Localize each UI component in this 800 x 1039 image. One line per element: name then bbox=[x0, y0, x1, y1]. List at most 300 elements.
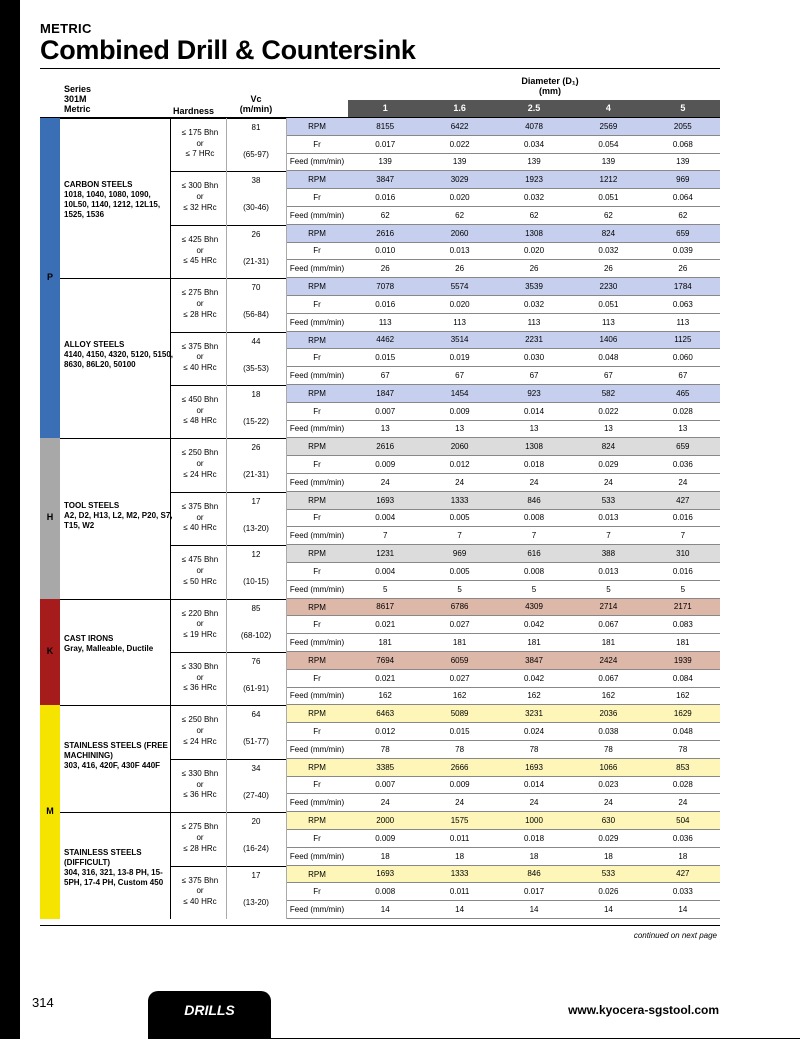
value-cell: 2060 bbox=[450, 228, 469, 238]
value-cell: 2616 bbox=[376, 228, 395, 238]
feed-row bbox=[286, 794, 720, 812]
vc-range: (61-91) bbox=[243, 684, 269, 693]
value-cell: 2569 bbox=[599, 121, 618, 131]
value-cell: 1847 bbox=[376, 388, 395, 398]
value-cell: 0.032 bbox=[524, 299, 545, 309]
value-cell: 0.005 bbox=[449, 566, 470, 576]
row-label: RPM bbox=[286, 492, 348, 509]
value-cell: 0.034 bbox=[524, 139, 545, 149]
value-cell: 0.036 bbox=[672, 833, 693, 843]
row-label: Feed (mm/min) bbox=[289, 264, 345, 274]
vc-range: (30-46) bbox=[243, 203, 269, 213]
rpm-row bbox=[286, 812, 720, 830]
feed-row bbox=[286, 581, 720, 599]
rpm-row bbox=[286, 599, 720, 617]
value-cell: 969 bbox=[452, 549, 467, 559]
vc-value: 18 bbox=[251, 390, 261, 399]
value-cell: 0.008 bbox=[375, 887, 396, 897]
value-cell: 824 bbox=[601, 228, 616, 238]
value-cell: 0.016 bbox=[375, 193, 396, 203]
value-cell: 18 bbox=[455, 851, 465, 861]
value-cell: 139 bbox=[452, 157, 467, 167]
row-label: RPM bbox=[286, 171, 348, 188]
value-cell: 67 bbox=[603, 371, 613, 381]
material-label: STAINLESS STEELS (DIFFICULT) 304, 316, 321, 13-8 PH, 15-5PH, 17-4 PH, Custom 450 bbox=[64, 847, 164, 887]
diameter-bar bbox=[348, 100, 720, 117]
vc-value: 64 bbox=[251, 710, 261, 720]
value-cell: 0.054 bbox=[598, 139, 619, 149]
value-cell: 4462 bbox=[376, 335, 395, 345]
value-cell: 181 bbox=[676, 638, 690, 648]
vc-range: (13-20) bbox=[243, 523, 269, 533]
iso-letter: H bbox=[46, 512, 54, 523]
value-cell: 139 bbox=[378, 157, 392, 167]
value-cell: 659 bbox=[676, 442, 690, 452]
vc-range: (10-15) bbox=[243, 577, 269, 587]
vc-range: (16-24) bbox=[243, 844, 269, 854]
fr-row bbox=[286, 723, 720, 741]
fr-row bbox=[286, 243, 720, 261]
value-cell: 0.051 bbox=[598, 299, 619, 309]
rpm-row bbox=[286, 866, 720, 884]
value-cell: 18 bbox=[678, 851, 688, 861]
vc-range: (68-102) bbox=[240, 630, 272, 640]
value-cell: 969 bbox=[676, 175, 690, 185]
hardness-cell: ≤ 275 Bhn or ≤ 28 HRc bbox=[181, 288, 219, 319]
value-cell: 388 bbox=[601, 549, 616, 559]
value-cell: 0.011 bbox=[449, 833, 470, 843]
value-cell: 0.048 bbox=[598, 353, 619, 363]
value-cell: 24 bbox=[678, 477, 688, 487]
iso-group-bar bbox=[40, 118, 60, 438]
value-cell: 13 bbox=[529, 424, 539, 434]
hardness-cell: ≤ 330 Bhn or ≤ 36 HRc bbox=[181, 768, 219, 800]
row-label: RPM bbox=[286, 599, 348, 616]
value-cell: 0.027 bbox=[449, 620, 470, 630]
vc-range: (27-40) bbox=[243, 790, 269, 800]
value-cell: 24 bbox=[455, 477, 465, 487]
iso-letter: M bbox=[46, 806, 54, 817]
value-cell: 0.027 bbox=[449, 673, 470, 683]
value-cell: 8617 bbox=[376, 602, 395, 612]
rpm-row bbox=[286, 652, 720, 670]
value-cell: 2060 bbox=[450, 442, 469, 452]
value-cell: 3514 bbox=[450, 335, 469, 345]
value-cell: 24 bbox=[529, 798, 539, 808]
value-cell: 1575 bbox=[450, 816, 469, 826]
fr-row bbox=[286, 510, 720, 528]
value-cell: 181 bbox=[378, 638, 392, 648]
fr-row bbox=[286, 296, 720, 314]
value-cell: 504 bbox=[676, 816, 690, 826]
row-label: Fr bbox=[313, 673, 321, 683]
value-cell: 0.020 bbox=[449, 299, 470, 309]
material-label: STAINLESS STEELS (FREE MACHINING) 303, 416, 420F, 430F 440F bbox=[64, 740, 168, 770]
vc-value: 26 bbox=[251, 229, 261, 239]
value-cell: 0.042 bbox=[524, 673, 545, 683]
value-cell: 113 bbox=[378, 317, 392, 327]
series-header: Series 301M Metric bbox=[64, 84, 92, 114]
value-cell: 1784 bbox=[673, 282, 692, 292]
value-cell: 113 bbox=[676, 317, 690, 327]
value-cell: 0.012 bbox=[449, 460, 470, 470]
value-cell: 24 bbox=[603, 798, 613, 808]
vc-value: 85 bbox=[251, 603, 261, 613]
value-cell: 1000 bbox=[525, 816, 543, 826]
value-cell: 18 bbox=[529, 851, 539, 861]
value-cell: 0.032 bbox=[524, 193, 545, 203]
value-cell: 0.024 bbox=[524, 727, 545, 737]
fr-row bbox=[286, 189, 720, 207]
value-cell: 1308 bbox=[525, 442, 543, 452]
vc-range: (15-22) bbox=[243, 417, 269, 426]
value-cell: 3847 bbox=[525, 655, 543, 665]
value-cell: 0.084 bbox=[672, 673, 693, 683]
value-cell: 162 bbox=[601, 691, 616, 701]
value-cell: 14 bbox=[455, 905, 465, 915]
value-cell: 0.008 bbox=[524, 513, 545, 523]
value-cell: 0.068 bbox=[672, 139, 693, 149]
feed-row bbox=[286, 688, 720, 706]
value-cell: 26 bbox=[603, 264, 613, 274]
value-cell: 0.009 bbox=[375, 460, 396, 470]
value-cell: 78 bbox=[380, 744, 390, 754]
vc-range: (56-84) bbox=[243, 310, 269, 320]
value-cell: 14 bbox=[678, 905, 688, 915]
hardness-cell: ≤ 330 Bhn or ≤ 36 HRc bbox=[181, 662, 219, 693]
value-cell: 8155 bbox=[376, 121, 395, 131]
feed-row bbox=[286, 741, 720, 759]
value-cell: 0.029 bbox=[598, 833, 619, 843]
value-cell: 24 bbox=[380, 477, 390, 487]
value-cell: 78 bbox=[603, 744, 613, 754]
fr-row bbox=[286, 349, 720, 367]
value-cell: 181 bbox=[601, 638, 616, 648]
row-label: Feed (mm/min) bbox=[289, 638, 345, 648]
value-cell: 1629 bbox=[673, 709, 692, 719]
vc-range: (13-20) bbox=[243, 897, 269, 907]
value-cell: 3385 bbox=[376, 762, 395, 772]
row-label: Fr bbox=[313, 193, 321, 203]
rpm-row bbox=[286, 438, 720, 456]
value-cell: 0.007 bbox=[375, 780, 396, 790]
value-cell: 14 bbox=[603, 905, 613, 915]
row-label: Feed (mm/min) bbox=[289, 210, 345, 220]
row-label: Feed (mm/min) bbox=[289, 798, 345, 808]
value-cell: 0.009 bbox=[449, 406, 470, 416]
iso-letter: K bbox=[46, 645, 54, 656]
fr-row bbox=[286, 403, 720, 421]
value-cell: 4309 bbox=[525, 602, 543, 612]
value-cell: 2000 bbox=[376, 816, 395, 826]
value-cell: 0.013 bbox=[598, 566, 619, 576]
value-cell: 824 bbox=[601, 442, 616, 452]
value-cell: 0.007 bbox=[375, 406, 396, 416]
value-cell: 1308 bbox=[525, 228, 543, 238]
vc-range: (51-77) bbox=[243, 737, 269, 747]
value-cell: 0.017 bbox=[524, 887, 545, 897]
value-cell: 0.016 bbox=[375, 299, 396, 309]
value-cell: 67 bbox=[529, 371, 539, 381]
value-cell: 533 bbox=[601, 869, 616, 879]
value-cell: 139 bbox=[601, 157, 616, 167]
value-cell: 5 bbox=[382, 584, 388, 594]
value-cell: 0.048 bbox=[672, 727, 693, 737]
rpm-row bbox=[286, 118, 720, 136]
row-label: Feed (mm/min) bbox=[289, 905, 345, 915]
value-cell: 846 bbox=[527, 495, 541, 505]
hardness-cell: ≤ 375 Bhn or ≤ 40 HRc bbox=[181, 875, 219, 906]
value-cell: 4078 bbox=[525, 121, 543, 131]
value-cell: 6786 bbox=[450, 602, 469, 612]
value-cell: 18 bbox=[380, 851, 390, 861]
left-edge-bar bbox=[0, 0, 20, 1039]
rpm-row bbox=[286, 492, 720, 510]
vc-value: 44 bbox=[251, 336, 261, 346]
page-number: 314 bbox=[32, 995, 54, 1010]
value-cell: 0.036 bbox=[672, 460, 693, 470]
value-cell: 0.014 bbox=[524, 406, 545, 416]
row-label: Fr bbox=[313, 887, 321, 897]
value-cell: 0.038 bbox=[598, 727, 619, 737]
value-cell: 14 bbox=[380, 905, 390, 915]
value-cell: 13 bbox=[678, 424, 688, 434]
value-cell: 0.039 bbox=[672, 246, 693, 256]
value-cell: 3847 bbox=[376, 175, 395, 185]
hardness-cell: ≤ 300 Bhn or ≤ 32 HRc bbox=[181, 181, 219, 212]
value-cell: 3029 bbox=[450, 175, 469, 185]
value-cell: 0.023 bbox=[598, 780, 619, 790]
feed-row bbox=[286, 634, 720, 652]
value-cell: 0.013 bbox=[449, 246, 470, 256]
value-cell: 0.032 bbox=[598, 246, 619, 256]
row-label: Fr bbox=[313, 246, 321, 256]
row-label: Fr bbox=[313, 513, 321, 523]
value-cell: 24 bbox=[529, 477, 539, 487]
value-cell: 2714 bbox=[599, 602, 618, 612]
diameter-col: 1 bbox=[382, 103, 388, 113]
vc-value: 12 bbox=[251, 550, 261, 560]
value-cell: 5 bbox=[680, 584, 686, 594]
vc-range: (21-31) bbox=[243, 470, 269, 480]
value-cell: 1693 bbox=[376, 495, 395, 505]
value-cell: 0.014 bbox=[524, 780, 545, 790]
value-cell: 1125 bbox=[674, 335, 692, 345]
vc-value: 20 bbox=[251, 817, 261, 827]
value-cell: 0.083 bbox=[672, 620, 693, 630]
website-url: www.kyocera-sgstool.com bbox=[568, 1003, 719, 1017]
value-cell: 0.017 bbox=[375, 139, 396, 149]
value-cell: 139 bbox=[676, 157, 690, 167]
value-cell: 62 bbox=[529, 210, 539, 220]
value-cell: 0.016 bbox=[672, 513, 693, 523]
hardness-cell: ≤ 250 Bhn or ≤ 24 HRc bbox=[181, 715, 219, 746]
value-cell: 1212 bbox=[599, 175, 618, 185]
value-cell: 427 bbox=[676, 495, 690, 505]
value-cell: 2171 bbox=[673, 602, 692, 612]
value-cell: 0.026 bbox=[598, 887, 619, 897]
fr-row bbox=[286, 883, 720, 901]
value-cell: 1939 bbox=[673, 655, 692, 665]
rpm-row bbox=[286, 278, 720, 296]
value-cell: 0.064 bbox=[672, 193, 693, 203]
value-cell: 67 bbox=[678, 371, 688, 381]
feed-row bbox=[286, 207, 720, 225]
value-cell: 67 bbox=[455, 371, 465, 381]
fr-row bbox=[286, 563, 720, 581]
value-cell: 6463 bbox=[376, 709, 395, 719]
row-label: Feed (mm/min) bbox=[289, 477, 345, 487]
row-label: Feed (mm/min) bbox=[289, 371, 345, 381]
row-label: Feed (mm/min) bbox=[289, 531, 345, 541]
row-label: Fr bbox=[313, 727, 321, 737]
value-cell: 2230 bbox=[599, 282, 618, 292]
value-cell: 0.020 bbox=[449, 193, 470, 203]
diameter-col: 2.5 bbox=[527, 103, 541, 113]
rpm-row bbox=[286, 385, 720, 403]
hardness-cell: ≤ 375 Bhn or ≤ 40 HRc bbox=[181, 341, 219, 372]
feed-row bbox=[286, 367, 720, 385]
value-cell: 582 bbox=[601, 388, 616, 398]
value-cell: 533 bbox=[601, 495, 616, 505]
row-label: RPM bbox=[286, 278, 348, 295]
value-cell: 2231 bbox=[525, 335, 543, 345]
value-cell: 24 bbox=[380, 798, 390, 808]
value-cell: 1454 bbox=[450, 388, 469, 398]
value-cell: 113 bbox=[453, 317, 466, 327]
value-cell: 0.021 bbox=[375, 673, 396, 683]
value-cell: 0.005 bbox=[449, 513, 470, 523]
value-cell: 5 bbox=[531, 584, 537, 594]
value-cell: 630 bbox=[601, 816, 616, 826]
value-cell: 7 bbox=[680, 531, 686, 541]
value-cell: 2424 bbox=[599, 655, 618, 665]
value-cell: 0.012 bbox=[375, 727, 396, 737]
value-cell: 1231 bbox=[376, 549, 395, 559]
value-cell: 465 bbox=[676, 388, 690, 398]
feed-row bbox=[286, 848, 720, 866]
rpm-row bbox=[286, 332, 720, 350]
column-divider bbox=[226, 118, 227, 919]
value-cell: 659 bbox=[676, 228, 690, 238]
material-label: TOOL STEELS A2, D2, H13, L2, M2, P20, S7, T15, W2 bbox=[64, 500, 173, 530]
value-cell: 0.004 bbox=[375, 566, 396, 576]
value-cell: 853 bbox=[676, 762, 690, 772]
value-cell: 62 bbox=[678, 210, 688, 220]
value-cell: 24 bbox=[678, 798, 688, 808]
value-cell: 1693 bbox=[376, 869, 395, 879]
feed-row bbox=[286, 421, 720, 439]
value-cell: 7078 bbox=[376, 282, 395, 292]
value-cell: 0.020 bbox=[524, 246, 545, 256]
row-label: Fr bbox=[313, 139, 321, 149]
hardness-cell: ≤ 450 Bhn or ≤ 48 HRc bbox=[181, 395, 219, 426]
value-cell: 0.015 bbox=[449, 727, 470, 737]
value-cell: 0.022 bbox=[449, 139, 470, 149]
continued-note: continued on next page bbox=[633, 931, 717, 940]
diameter-header: Diameter (D₁) (mm) bbox=[521, 76, 579, 96]
value-cell: 162 bbox=[378, 691, 392, 701]
section-tab: DRILLS bbox=[148, 991, 271, 1039]
fr-row bbox=[286, 830, 720, 848]
vc-value: 26 bbox=[251, 443, 261, 453]
value-cell: 0.015 bbox=[375, 353, 396, 363]
value-cell: 1066 bbox=[599, 762, 618, 772]
value-cell: 113 bbox=[602, 317, 615, 327]
value-cell: 7 bbox=[531, 531, 537, 541]
rpm-row bbox=[286, 225, 720, 243]
material-label: ALLOY STEELS 4140, 4150, 4320, 5120, 5150, 8630, 86L20, 50100 bbox=[64, 340, 173, 370]
value-cell: 0.018 bbox=[524, 460, 545, 470]
iso-group-bar bbox=[40, 705, 60, 919]
value-cell: 7 bbox=[382, 531, 388, 541]
value-cell: 78 bbox=[678, 744, 688, 754]
hardness-cell: ≤ 175 Bhn or ≤ 7 HRc bbox=[181, 128, 219, 159]
hardness-cell: ≤ 275 Bhn or ≤ 28 HRc bbox=[181, 822, 219, 853]
vc-value: 17 bbox=[251, 496, 261, 506]
row-label: RPM bbox=[286, 332, 348, 349]
row-label: Fr bbox=[313, 406, 321, 416]
value-cell: 67 bbox=[380, 371, 390, 381]
value-cell: 13 bbox=[603, 424, 613, 434]
value-cell: 139 bbox=[527, 157, 541, 167]
row-label: Feed (mm/min) bbox=[289, 584, 345, 594]
value-cell: 1693 bbox=[525, 762, 543, 772]
rpm-row bbox=[286, 545, 720, 563]
value-cell: 0.029 bbox=[598, 460, 619, 470]
rpm-row bbox=[286, 705, 720, 723]
value-cell: 7 bbox=[606, 531, 611, 541]
vc-header: Vc (m/min) bbox=[239, 94, 273, 114]
value-cell: 6059 bbox=[450, 655, 469, 665]
value-cell: 78 bbox=[529, 744, 539, 754]
value-cell: 5 bbox=[606, 584, 611, 594]
row-label: Fr bbox=[313, 299, 321, 309]
row-label: Fr bbox=[313, 353, 321, 363]
value-cell: 3539 bbox=[525, 282, 543, 292]
row-label: Feed (mm/min) bbox=[289, 424, 345, 434]
material-label: CAST IRONS Gray, Malleable, Ductile bbox=[64, 634, 154, 653]
value-cell: 13 bbox=[455, 424, 465, 434]
hardness-cell: ≤ 475 Bhn or ≤ 50 HRc bbox=[181, 555, 219, 586]
value-cell: 1333 bbox=[450, 495, 469, 505]
value-cell: 0.013 bbox=[598, 513, 619, 523]
value-cell: 0.033 bbox=[672, 887, 693, 897]
row-label: Fr bbox=[313, 566, 321, 576]
row-label: RPM bbox=[286, 812, 348, 829]
diameter-col: 5 bbox=[680, 103, 686, 113]
value-cell: 616 bbox=[527, 549, 541, 559]
vc-range: (21-31) bbox=[243, 256, 269, 266]
row-label: Fr bbox=[313, 460, 321, 470]
feed-row bbox=[286, 314, 720, 332]
row-label: Fr bbox=[313, 620, 321, 630]
value-cell: 3231 bbox=[525, 709, 543, 719]
value-cell: 0.011 bbox=[449, 887, 470, 897]
feed-row bbox=[286, 474, 720, 492]
iso-group-bar bbox=[40, 599, 60, 706]
value-cell: 0.009 bbox=[375, 833, 396, 843]
value-cell: 0.067 bbox=[598, 620, 619, 630]
value-cell: 1333 bbox=[450, 869, 469, 879]
value-cell: 0.028 bbox=[672, 780, 693, 790]
vc-value: 76 bbox=[251, 657, 261, 666]
value-cell: 0.010 bbox=[375, 246, 396, 256]
value-cell: 2055 bbox=[673, 121, 692, 131]
value-cell: 0.063 bbox=[672, 299, 693, 309]
value-cell: 26 bbox=[455, 264, 465, 274]
row-label: RPM bbox=[286, 759, 348, 776]
